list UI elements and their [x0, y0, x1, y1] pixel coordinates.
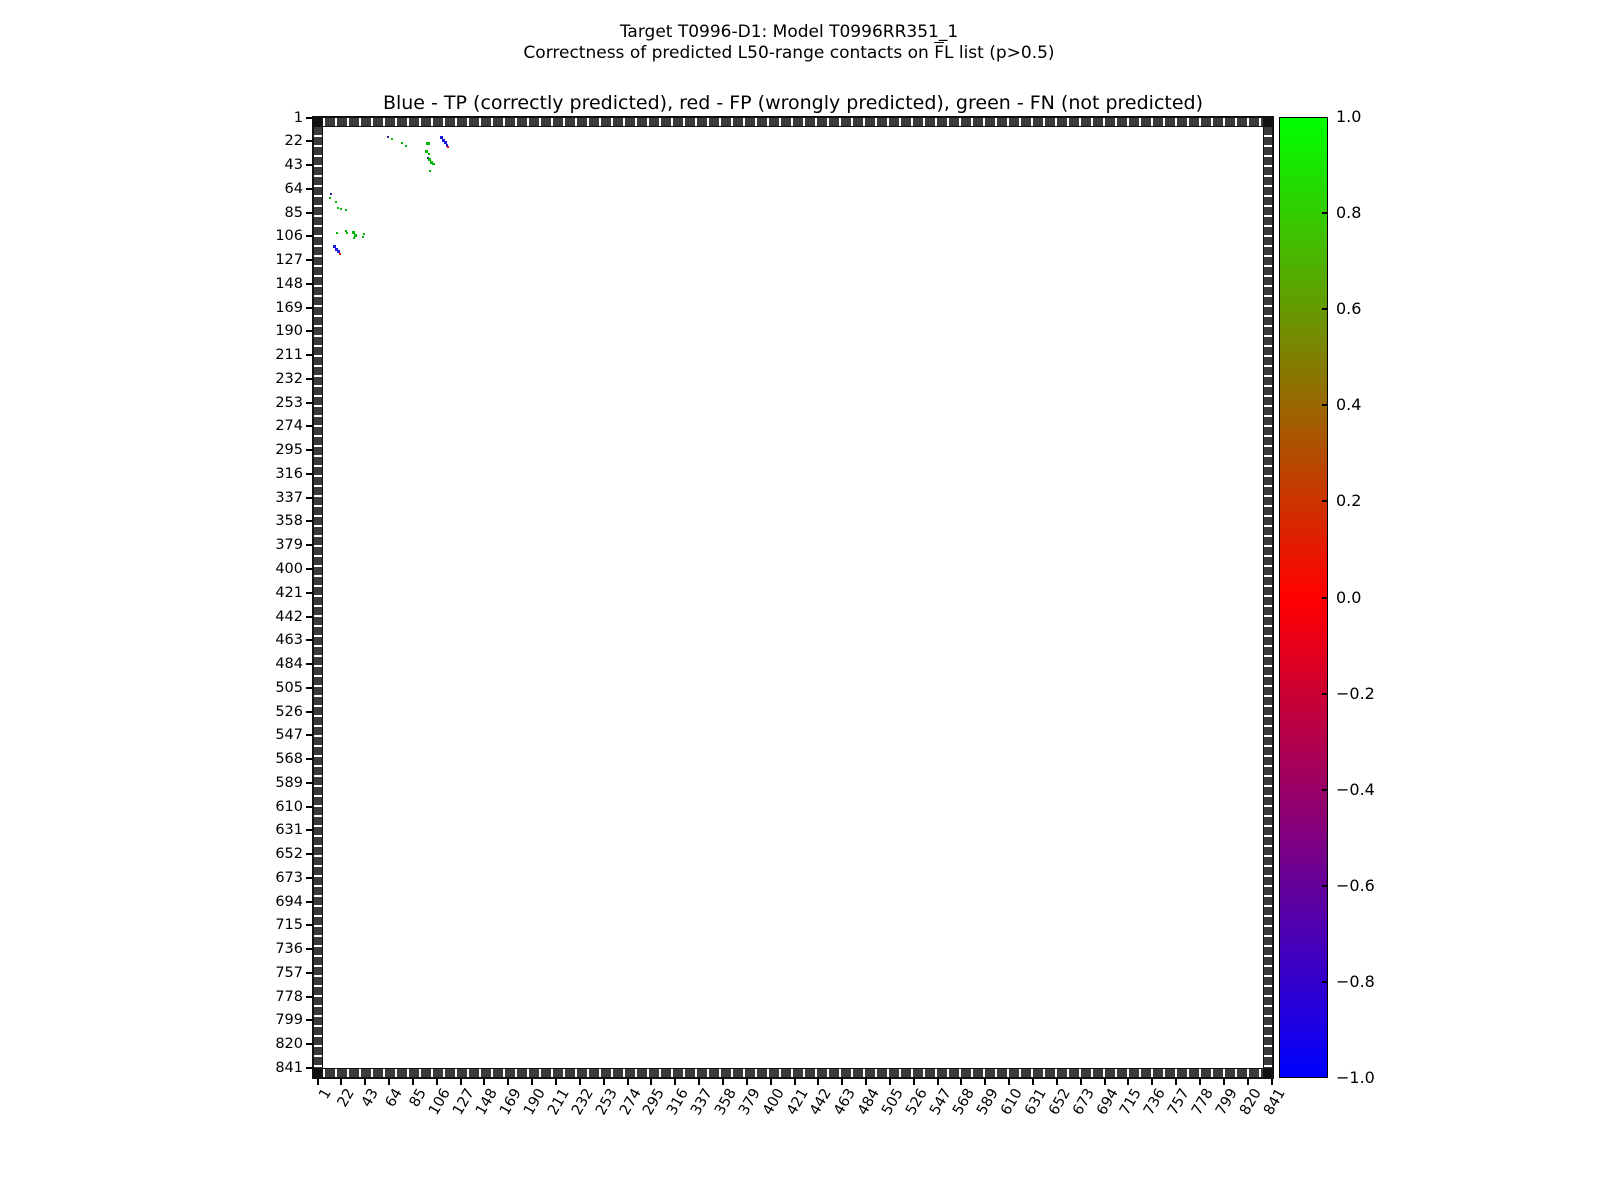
- y-tick-label: 64: [284, 180, 303, 197]
- contact-point: [363, 233, 365, 235]
- x-tick-label: 190: [521, 1086, 549, 1118]
- contact-point: [432, 163, 435, 165]
- x-tick-label: 547: [926, 1086, 955, 1118]
- contact-point: [428, 153, 430, 155]
- y-tick-label: 43: [284, 157, 303, 174]
- y-tick-label: 1: [293, 109, 303, 126]
- y-tick-mark: [306, 235, 313, 237]
- y-tick-label: 295: [275, 442, 303, 459]
- contact-point: [391, 138, 393, 140]
- x-tick-mark: [770, 1078, 772, 1085]
- x-tick-label: 526: [902, 1086, 931, 1118]
- y-tick-label: 526: [275, 703, 303, 720]
- y-tick-mark: [306, 140, 313, 142]
- x-tick-label: 505: [879, 1086, 907, 1118]
- x-tick-label: 400: [759, 1086, 788, 1118]
- x-tick-mark: [794, 1078, 796, 1085]
- contact-point: [447, 146, 449, 148]
- y-tick-mark: [306, 212, 313, 214]
- x-tick-mark: [436, 1078, 438, 1085]
- y-tick-label: 169: [275, 299, 303, 316]
- x-tick-label: 1: [315, 1086, 335, 1102]
- y-tick-label: 652: [275, 846, 303, 863]
- x-tick-mark: [1032, 1078, 1034, 1085]
- y-tick-mark: [306, 877, 313, 879]
- y-tick-label: 337: [275, 489, 303, 506]
- contact-point: [330, 193, 332, 195]
- colorbar-tick-mark: [1322, 885, 1328, 887]
- y-tick-mark: [306, 425, 313, 427]
- y-tick-mark: [306, 330, 313, 332]
- y-tick-mark: [306, 1067, 313, 1069]
- contact-point: [405, 145, 407, 147]
- y-tick-mark: [306, 972, 313, 974]
- contact-point: [429, 170, 431, 172]
- colorbar-tick-label: 1.0: [1336, 107, 1362, 126]
- figure-title-line2-overbar: $\overline{F}$: [934, 43, 944, 63]
- x-tick-mark: [1175, 1078, 1177, 1085]
- x-tick-mark: [1223, 1078, 1225, 1085]
- contact-point: [345, 209, 347, 211]
- x-tick-mark: [364, 1078, 366, 1085]
- x-tick-label: 85: [406, 1086, 430, 1110]
- x-tick-label: 316: [664, 1086, 693, 1118]
- colorbar-tick-mark: [1322, 789, 1328, 791]
- y-tick-label: 547: [275, 727, 303, 744]
- y-tick-mark: [306, 592, 313, 594]
- contact-point: [340, 208, 342, 210]
- x-tick-label: 64: [382, 1086, 406, 1110]
- x-tick-mark: [317, 1078, 319, 1085]
- colorbar-tick-label: −0.2: [1336, 683, 1375, 703]
- y-tick-label: 715: [275, 917, 303, 934]
- x-tick-mark: [889, 1078, 891, 1085]
- y-tick-mark: [306, 806, 313, 808]
- y-tick-label: 274: [275, 418, 303, 435]
- x-tick-mark: [984, 1078, 986, 1085]
- y-tick-mark: [306, 924, 313, 926]
- plot-border-top: [313, 117, 1273, 127]
- x-tick-label: 694: [1093, 1086, 1122, 1118]
- y-tick-mark: [306, 901, 313, 903]
- y-tick-label: 358: [275, 513, 303, 530]
- contact-point: [387, 136, 389, 138]
- colorbar-tick-mark: [1322, 308, 1328, 310]
- contact-point: [353, 237, 355, 239]
- x-tick-label: 358: [712, 1086, 740, 1118]
- contact-point: [426, 142, 430, 145]
- figure-title-line2-post: L list (p>0.5): [943, 43, 1055, 63]
- plot-corner-tr: [1263, 117, 1273, 127]
- x-tick-mark: [650, 1078, 652, 1085]
- y-tick-mark: [306, 117, 313, 119]
- y-tick-label: 22: [284, 133, 303, 150]
- x-tick-mark: [388, 1078, 390, 1085]
- plot-border-bottom: [313, 1068, 1273, 1078]
- x-tick-label: 169: [497, 1086, 526, 1118]
- figure-title-line2: [0, 43, 1578, 63]
- x-tick-mark: [1008, 1078, 1010, 1085]
- x-tick-mark: [340, 1078, 342, 1085]
- x-tick-mark: [483, 1078, 485, 1085]
- x-tick-label: 442: [807, 1086, 836, 1118]
- y-tick-label: 106: [275, 228, 303, 245]
- x-tick-label: 736: [1141, 1086, 1170, 1118]
- figure-title-line2-pre: Correctness of predicted L50-range contacts on: [523, 43, 935, 63]
- y-tick-label: 694: [275, 893, 303, 910]
- y-tick-mark: [306, 568, 313, 570]
- y-tick-label: 442: [275, 608, 303, 625]
- y-tick-mark: [306, 758, 313, 760]
- x-tick-mark: [1199, 1078, 1201, 1085]
- x-tick-label: 715: [1117, 1086, 1146, 1118]
- figure-title-line1: Target T0996-D1: Model T0996RR351_1: [619, 22, 959, 42]
- contact-point: [329, 197, 331, 199]
- colorbar-tick-label: −1.0: [1336, 1068, 1375, 1087]
- y-tick-label: 148: [275, 275, 303, 292]
- x-tick-mark: [412, 1078, 414, 1085]
- x-tick-mark: [1127, 1078, 1129, 1085]
- y-tick-label: 736: [275, 941, 303, 958]
- y-tick-label: 190: [275, 323, 303, 340]
- contact-point: [339, 253, 341, 255]
- colorbar-tick-label: 0.0: [1336, 587, 1362, 607]
- y-tick-label: 400: [275, 560, 303, 577]
- colorbar-tick-mark: [1322, 597, 1328, 599]
- x-tick-mark: [841, 1078, 843, 1085]
- x-tick-label: 757: [1165, 1086, 1193, 1118]
- x-tick-label: 379: [735, 1086, 764, 1118]
- x-tick-label: 673: [1069, 1086, 1098, 1118]
- plot-corner-br: [1263, 1068, 1273, 1078]
- y-tick-label: 484: [275, 656, 303, 673]
- y-tick-label: 127: [275, 252, 303, 269]
- x-tick-mark: [674, 1078, 676, 1085]
- colorbar-tick-mark: [1322, 404, 1328, 406]
- x-tick-label: 589: [974, 1086, 1003, 1118]
- colorbar-tick-label: 0.2: [1336, 491, 1362, 511]
- x-tick-label: 463: [831, 1086, 860, 1118]
- y-tick-mark: [306, 283, 313, 285]
- plot-area: [313, 117, 1273, 1078]
- axes-title-legend: Blue - TP (correctly predicted), red - FP (wrongly predicted), green - FN (not predicted): [382, 92, 1204, 114]
- x-tick-label: 778: [1189, 1086, 1217, 1118]
- y-tick-mark: [306, 378, 313, 380]
- y-tick-label: 505: [275, 679, 303, 696]
- y-tick-mark: [306, 663, 313, 665]
- y-tick-mark: [306, 449, 313, 451]
- y-tick-label: 589: [275, 774, 303, 791]
- colorbar-tick-label: 0.6: [1336, 299, 1362, 319]
- x-tick-mark: [1080, 1078, 1082, 1085]
- x-tick-label: 295: [640, 1086, 669, 1118]
- x-tick-label: 232: [569, 1086, 597, 1118]
- x-tick-label: 274: [616, 1086, 645, 1118]
- colorbar-tick-label: −0.6: [1336, 875, 1375, 895]
- x-tick-mark: [627, 1078, 629, 1085]
- colorbar-tick-mark: [1322, 981, 1328, 983]
- colorbar-tick-mark: [1322, 212, 1328, 214]
- x-tick-mark: [603, 1078, 605, 1085]
- contact-point: [335, 201, 337, 203]
- x-tick-mark: [937, 1078, 939, 1085]
- y-tick-mark: [306, 259, 313, 261]
- x-tick-label: 631: [1022, 1086, 1050, 1118]
- y-tick-label: 421: [275, 584, 303, 601]
- y-tick-label: 820: [275, 1036, 303, 1053]
- y-tick-label: 463: [275, 632, 303, 649]
- x-tick-mark: [507, 1078, 509, 1085]
- contact-point: [336, 232, 338, 234]
- x-tick-mark: [722, 1078, 724, 1085]
- y-tick-label: 316: [275, 465, 303, 482]
- x-tick-label: 820: [1236, 1086, 1265, 1118]
- plot-corner-bl: [313, 1068, 323, 1078]
- x-tick-mark: [817, 1078, 819, 1085]
- x-tick-mark: [1056, 1078, 1058, 1085]
- y-tick-mark: [306, 307, 313, 309]
- y-tick-label: 85: [284, 204, 303, 221]
- x-tick-label: 799: [1212, 1086, 1241, 1118]
- x-tick-label: 253: [592, 1086, 621, 1118]
- y-tick-label: 253: [275, 394, 303, 411]
- y-tick-mark: [306, 734, 313, 736]
- x-tick-mark: [1247, 1078, 1249, 1085]
- y-tick-label: 568: [275, 751, 303, 768]
- y-tick-label: 799: [275, 1012, 303, 1029]
- x-tick-label: 652: [1046, 1086, 1074, 1118]
- y-tick-mark: [306, 616, 313, 618]
- plot-corner-tl: [313, 117, 323, 127]
- y-tick-mark: [306, 188, 313, 190]
- x-tick-label: 421: [783, 1086, 812, 1118]
- x-tick-mark: [1104, 1078, 1106, 1085]
- y-tick-label: 631: [275, 822, 303, 839]
- y-tick-mark: [306, 687, 313, 689]
- y-tick-label: 757: [275, 964, 303, 981]
- y-tick-mark: [306, 164, 313, 166]
- x-tick-mark: [865, 1078, 867, 1085]
- y-tick-mark: [306, 497, 313, 499]
- y-tick-mark: [306, 520, 313, 522]
- x-tick-mark: [1151, 1078, 1153, 1085]
- y-tick-label: 379: [275, 537, 303, 554]
- contact-point: [337, 207, 339, 209]
- contact-point: [362, 236, 364, 238]
- y-tick-label: 673: [275, 869, 303, 886]
- x-tick-mark: [531, 1078, 533, 1085]
- colorbar-tick-label: 0.4: [1336, 395, 1362, 415]
- contact-point: [401, 142, 403, 144]
- y-tick-label: 841: [275, 1060, 303, 1076]
- y-tick-mark: [306, 1043, 313, 1045]
- colorbar-tick-label: −0.4: [1336, 779, 1375, 799]
- x-tick-mark: [579, 1078, 581, 1085]
- x-tick-label: 43: [358, 1086, 383, 1110]
- y-tick-mark: [306, 711, 313, 713]
- y-tick-mark: [306, 829, 313, 831]
- x-tick-mark: [555, 1078, 557, 1085]
- colorbar-tick-mark: [1322, 500, 1328, 502]
- x-tick-label: 568: [950, 1086, 979, 1118]
- x-tick-mark: [460, 1078, 462, 1085]
- x-tick-mark: [698, 1078, 700, 1085]
- colorbar-tick-mark: [1322, 693, 1328, 695]
- colorbar-tick-label: 0.8: [1336, 203, 1362, 223]
- x-tick-label: 337: [688, 1086, 716, 1118]
- x-tick-label: 484: [855, 1086, 883, 1118]
- y-tick-mark: [306, 996, 313, 998]
- x-tick-label: 106: [425, 1086, 454, 1118]
- x-tick-label: 211: [545, 1086, 573, 1118]
- y-tick-mark: [306, 948, 313, 950]
- y-tick-label: 211: [275, 347, 303, 364]
- y-tick-label: 778: [275, 988, 303, 1005]
- x-tick-mark: [913, 1078, 915, 1085]
- colorbar: [1279, 117, 1328, 1078]
- x-tick-label: 127: [449, 1086, 478, 1118]
- y-tick-mark: [306, 853, 313, 855]
- colorbar-tick-label: −0.8: [1336, 971, 1375, 991]
- y-tick-mark: [306, 639, 313, 641]
- y-tick-mark: [306, 1019, 313, 1021]
- x-tick-label: 148: [473, 1086, 502, 1118]
- y-tick-mark: [306, 544, 313, 546]
- x-tick-label: 841: [1260, 1086, 1289, 1118]
- x-tick-label: 610: [998, 1086, 1026, 1118]
- x-tick-mark: [746, 1078, 748, 1085]
- y-tick-mark: [306, 473, 313, 475]
- y-tick-label: 232: [275, 370, 303, 387]
- contact-point: [346, 232, 348, 234]
- x-tick-mark: [1271, 1078, 1273, 1085]
- plot-border-right: [1263, 117, 1273, 1078]
- y-tick-mark: [306, 354, 313, 356]
- y-tick-mark: [306, 402, 313, 404]
- y-tick-label: 610: [275, 798, 303, 815]
- x-tick-label: 22: [335, 1086, 359, 1110]
- x-tick-mark: [960, 1078, 962, 1085]
- plot-border-left: [313, 117, 323, 1078]
- y-tick-mark: [306, 782, 313, 784]
